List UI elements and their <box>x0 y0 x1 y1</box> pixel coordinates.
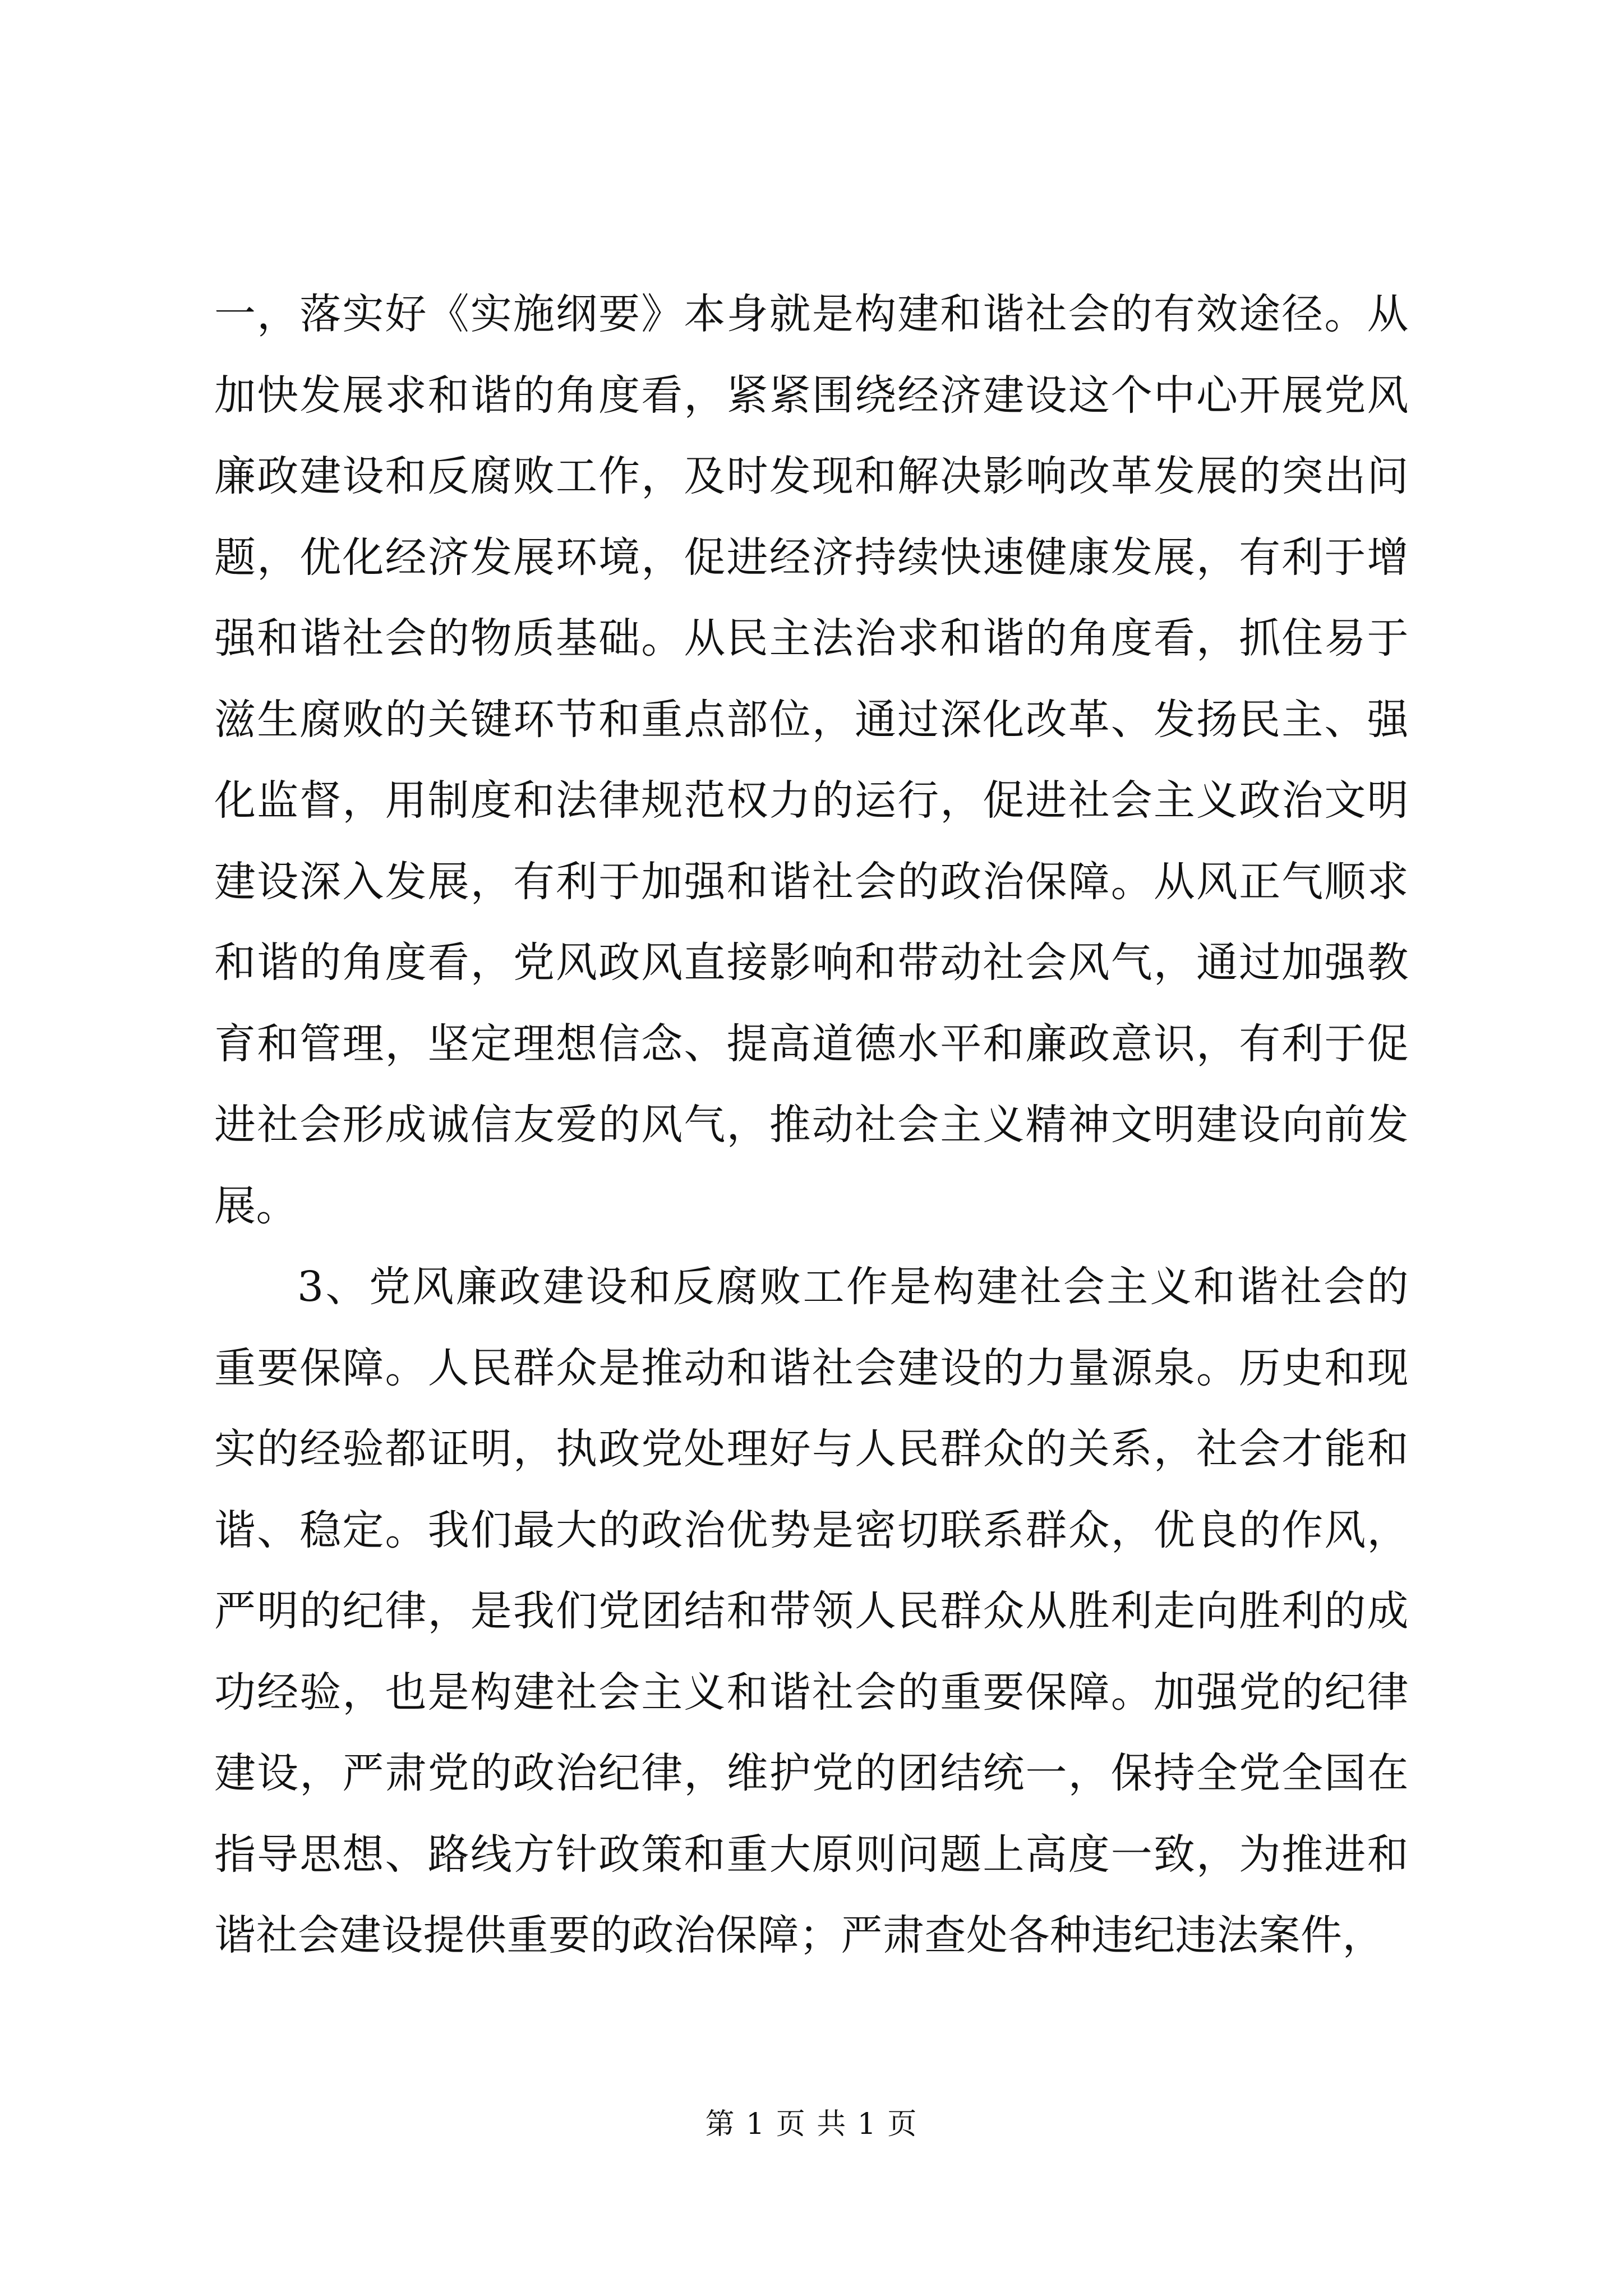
document-body <box>214 274 1409 1976</box>
paragraph-1: 一，落实好《实施纲要》本身就是构建和谐社会的有效途径。从加快发展求和谐的角度看，紧紧围绕经济建设这个中心开展党风廉政建设和反腐败工作，及时发现和解决影响改革发展的突出问题，优化经济发展环境，促进经济持续快速健康发展，有利于增强和谐社会的物质基础。从民主法治求和谐的角度看，抓住易于滋生腐败的关键环节和重点部位，通过深化改革、发扬民主、强化监督，用制度和法律规范权力的运行，促进社会主义政治文明建设深入发展，有利于加强和谐社会的政治保障。从风正气顺求和谐的角度看，党风政风直接影响和带动社会风气，通过加强教育和管理，坚定理想信念、提高道德水平和廉政意识，有利于促进社会形成诚信友爱的风气，推动社会主义精神文明建设向前发展。 <box>214 290 1409 1230</box>
page-footer: 第 1 页 共 1 页 <box>705 2108 918 2141</box>
paragraph-2: 3、党风廉政建设和反腐败工作是构建社会主义和谐社会的重要保障。人民群众是推动和谐社会建设的力量源泉。历史和现实的经验都证明，执政党处理好与人民群众的关系，社会才能和谐、稳定。我们最大的政治优势是密切联系群众，优良的作风，严明的纪律，是我们党团结和带领人民群众从胜利走向胜利的成功经验，也是构建社会主义和谐社会的重要保障。加强党的纪律建设，严肃党的政治纪律，维护党的团结统一，保持全党全国在指导思想、路线方针政策和重大原则问题上高度一致，为推进和谐社会建设提供重要的政治保障；严肃查处各种违纪违法案件， <box>214 1263 1409 1959</box>
